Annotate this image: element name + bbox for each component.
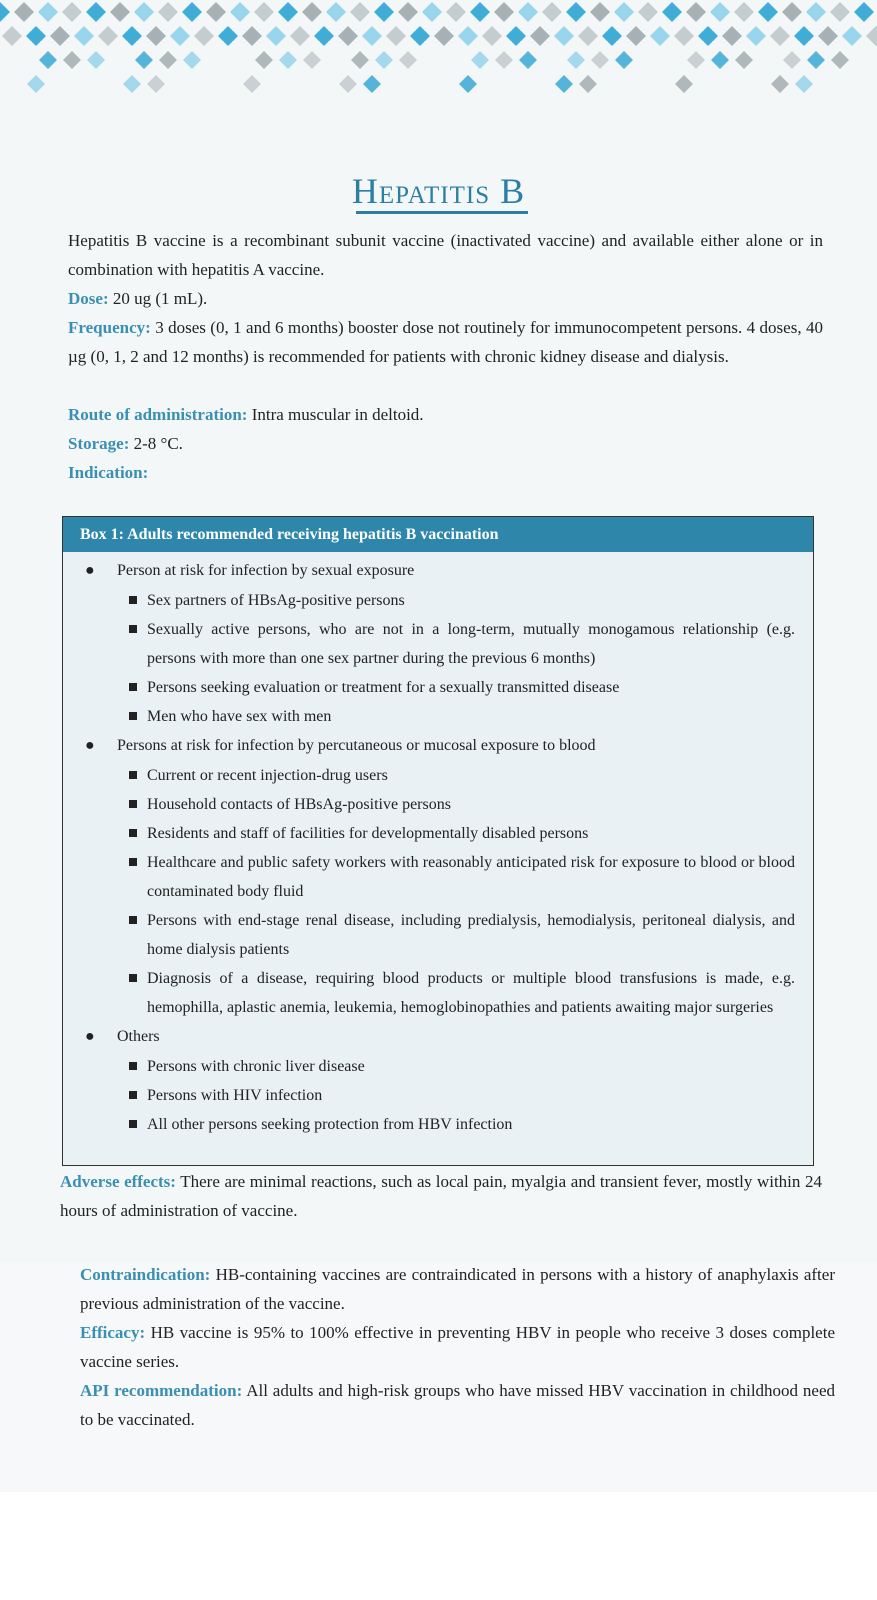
diamond-shape xyxy=(650,26,670,46)
frequency-value: 3 doses (0, 1 and 6 months) booster dose not routinely for immunocompetent persons. 4 doses, 40 µg (0, 1, 2 and 12 months) is recommended for patients with chronic kidney disease and dialysis. xyxy=(68,318,823,366)
dose-line xyxy=(68,284,823,313)
diamond-shape xyxy=(350,2,370,22)
diamond-shape xyxy=(830,2,850,22)
diamond-shape xyxy=(134,2,154,22)
list-item-text: Current or recent injection-drug users xyxy=(147,767,388,784)
efficacy-value: HB vaccine is 95% to 100% effective in preventing HBV in people who receive 3 doses complete vaccine series. xyxy=(80,1323,835,1371)
diamond-shape xyxy=(339,75,357,93)
square-bullet-icon xyxy=(129,1062,137,1070)
square-bullet-icon xyxy=(129,712,137,720)
diamond-shape xyxy=(494,2,514,22)
list-item xyxy=(81,790,795,819)
diamond-shape xyxy=(710,2,730,22)
diamond-shape xyxy=(602,26,622,46)
diamond-shape xyxy=(446,2,466,22)
api-label: API recommendation: xyxy=(80,1381,243,1400)
page-title: Hepatitis B xyxy=(351,171,526,211)
diamond-shape xyxy=(410,26,430,46)
diamond-shape xyxy=(206,2,226,22)
diamond-shape xyxy=(303,51,321,69)
list-item-text: Sex partners of HBsAg-positive persons xyxy=(147,592,405,609)
box-group-heading xyxy=(81,731,795,761)
diamond-shape xyxy=(578,26,598,46)
box-group-heading xyxy=(81,1022,795,1052)
diamond-shape xyxy=(471,51,489,69)
diamond-shape xyxy=(255,51,273,69)
list-item-text: Persons with end-stage renal disease, including predialysis, hemodialysis, peritoneal dialysis, and home dialysis patients xyxy=(147,912,795,958)
square-bullet-icon xyxy=(129,1120,137,1128)
diamond-shape xyxy=(470,2,490,22)
diamond-shape xyxy=(159,51,177,69)
diamond-shape xyxy=(278,2,298,22)
diamond-shape xyxy=(242,26,262,46)
list-item xyxy=(81,1052,795,1081)
diamond-shape xyxy=(39,51,57,69)
diamond-shape xyxy=(591,51,609,69)
list-item xyxy=(81,906,795,964)
diamond-shape xyxy=(854,2,874,22)
diamond-shape xyxy=(26,26,46,46)
diamond-shape xyxy=(842,26,862,46)
list-item xyxy=(81,819,795,848)
adverse-value: There are minimal reactions, such as local pain, myalgia and transient fever, mostly within 24 hours of administration of vaccine. xyxy=(60,1172,822,1220)
list-item xyxy=(81,615,795,673)
square-bullet-icon xyxy=(129,974,137,982)
list-item xyxy=(81,1110,795,1139)
diamond-shape xyxy=(50,26,70,46)
diamond-shape xyxy=(399,51,417,69)
diamond-shape xyxy=(98,26,118,46)
diamond-shape xyxy=(374,2,394,22)
square-bullet-icon xyxy=(129,829,137,837)
diamond-shape xyxy=(758,2,778,22)
box-title: Box 1: Adults recommended receiving hepatitis B vaccination xyxy=(63,517,813,552)
diamond-shape xyxy=(170,26,190,46)
square-bullet-icon xyxy=(129,683,137,691)
diamond-shape xyxy=(122,26,142,46)
indication-line xyxy=(68,458,823,487)
diamond-shape xyxy=(63,51,81,69)
diamond-shape xyxy=(818,26,838,46)
storage-label: Storage: xyxy=(68,434,130,453)
diamond-shape xyxy=(375,51,393,69)
diamond-shape xyxy=(711,51,729,69)
diamond-shape xyxy=(146,26,166,46)
diamond-shape xyxy=(194,26,214,46)
diamond-shape xyxy=(614,2,634,22)
route-label: Route of administration: xyxy=(68,405,248,424)
diamond-shape xyxy=(422,2,442,22)
diamond-shape xyxy=(506,26,526,46)
efficacy-paragraph xyxy=(80,1318,835,1376)
diamond-shape xyxy=(519,51,537,69)
diamond-shape xyxy=(326,2,346,22)
square-bullet-icon xyxy=(129,625,137,633)
diamond-shape xyxy=(831,51,849,69)
route-value: Intra muscular in deltoid. xyxy=(247,405,424,424)
square-bullet-icon xyxy=(129,858,137,866)
diamond-shape xyxy=(675,75,693,93)
diamond-shape xyxy=(495,51,513,69)
diamond-shape xyxy=(147,75,165,93)
adverse-effects-paragraph xyxy=(60,1167,822,1225)
diamond-shape xyxy=(686,2,706,22)
square-bullet-icon xyxy=(129,916,137,924)
diamond-shape xyxy=(243,75,261,93)
list-item xyxy=(81,673,795,702)
diamond-shape xyxy=(386,26,406,46)
diamond-shape xyxy=(458,26,478,46)
diamond-shape xyxy=(482,26,502,46)
diamond-shape xyxy=(794,26,814,46)
list-item xyxy=(81,964,795,1022)
storage-value: 2-8 °C. xyxy=(129,434,183,453)
diamond-shape xyxy=(302,2,322,22)
diamond-shape xyxy=(87,51,105,69)
diamond-shape xyxy=(290,26,310,46)
box-body xyxy=(63,552,813,1139)
efficacy-label: Efficacy: xyxy=(80,1323,146,1342)
diamond-shape xyxy=(615,51,633,69)
route-line xyxy=(68,400,823,429)
list-item-text: Sexually active persons, who are not in a long-term, mutually monogamous relationship (e.g. persons with more than one sex partner during the previous 6 months) xyxy=(147,621,795,667)
diamond-shape xyxy=(266,26,286,46)
diamond-shape xyxy=(86,2,106,22)
square-bullet-icon xyxy=(129,800,137,808)
list-item xyxy=(81,1081,795,1110)
bullet-icon: ● xyxy=(85,1028,95,1045)
list-item xyxy=(81,702,795,731)
contraindication-label: Contraindication: xyxy=(80,1265,211,1284)
diamond-shape xyxy=(74,26,94,46)
contraindication-paragraph xyxy=(80,1260,835,1318)
bullet-icon: ● xyxy=(85,562,95,579)
diamond-shape xyxy=(38,2,58,22)
list-item xyxy=(81,848,795,906)
diamond-shape xyxy=(806,2,826,22)
list-item-text: All other persons seeking protection from HBV infection xyxy=(147,1116,513,1133)
diamond-shape xyxy=(338,26,358,46)
list-item xyxy=(81,761,795,790)
diamond-shape xyxy=(590,2,610,22)
list-item-text: Household contacts of HBsAg-positive persons xyxy=(147,796,451,813)
dose-label: Dose: xyxy=(68,289,109,308)
diamond-shape xyxy=(771,75,789,93)
diamond-shape xyxy=(110,2,130,22)
diamond-shape xyxy=(674,26,694,46)
diamond-shape xyxy=(230,2,250,22)
diamond-shape xyxy=(554,26,574,46)
frequency-label: Frequency: xyxy=(68,318,151,337)
diamond-shape xyxy=(782,2,802,22)
diamond-shape xyxy=(351,51,369,69)
diamond-shape xyxy=(183,51,201,69)
diamond-shape xyxy=(135,51,153,69)
list-item-text: Men who have sex with men xyxy=(147,708,332,725)
list-item-text: Persons with chronic liver disease xyxy=(147,1058,365,1075)
diamond-shape xyxy=(735,51,753,69)
square-bullet-icon xyxy=(129,1091,137,1099)
diamond-shape xyxy=(2,26,22,46)
diamond-shape xyxy=(722,26,742,46)
dose-value: 20 ug (1 mL). xyxy=(108,289,208,308)
diamond-shape xyxy=(14,2,34,22)
contraindication-value: HB-containing vaccines are contraindicated in persons with a history of anaphylaxis after previous administration of the vaccine. xyxy=(80,1265,835,1313)
diamond-shape xyxy=(770,26,790,46)
diamond-shape xyxy=(434,26,454,46)
diamond-shape xyxy=(734,2,754,22)
diamond-shape xyxy=(698,26,718,46)
diamond-shape xyxy=(459,75,477,93)
diamond-shape xyxy=(279,51,297,69)
diamond-shape xyxy=(795,75,813,93)
group-heading-text: Person at risk for infection by sexual exposure xyxy=(117,562,415,579)
api-value: All adults and high-risk groups who have missed HBV vaccination in childhood need to be vaccinated. xyxy=(80,1381,836,1429)
diamond-shape xyxy=(567,51,585,69)
diamond-shape xyxy=(518,2,538,22)
diamond-shape xyxy=(687,51,705,69)
diamond-shape xyxy=(123,75,141,93)
diamond-shape xyxy=(542,2,562,22)
storage-line xyxy=(68,429,823,458)
square-bullet-icon xyxy=(129,771,137,779)
box-recommendations xyxy=(62,516,814,1166)
bullet-icon: ● xyxy=(85,737,95,754)
diamond-shape xyxy=(398,2,418,22)
diamond-shape xyxy=(807,51,825,69)
list-item xyxy=(81,586,795,615)
diamond-shape xyxy=(746,26,766,46)
indication-label: Indication: xyxy=(68,463,149,482)
diamond-shape xyxy=(530,26,550,46)
square-bullet-icon xyxy=(129,596,137,604)
diamond-shape xyxy=(182,2,202,22)
title-underline xyxy=(356,211,528,214)
list-item-text: Persons seeking evaluation or treatment for a sexually transmitted disease xyxy=(147,679,620,696)
list-item-text: Residents and staff of facilities for developmentally disabled persons xyxy=(147,825,589,842)
list-item-text: Diagnosis of a disease, requiring blood products or multiple blood transfusions is made, e.g. hemophilla, aplastic anemia, leukemia, hemoglobinopathies and patients awaiting major surgeries xyxy=(147,970,795,1016)
diamond-shape xyxy=(626,26,646,46)
group-heading-text: Persons at risk for infection by percutaneous or mucosal exposure to blood xyxy=(117,737,596,754)
list-item-text: Persons with HIV infection xyxy=(147,1087,323,1104)
group-heading-text: Others xyxy=(117,1028,160,1045)
diamond-shape xyxy=(62,2,82,22)
diamond-shape xyxy=(254,2,274,22)
list-item-text: Healthcare and public safety workers with reasonably anticipated risk for exposure to blood or blood contaminated body fluid xyxy=(147,854,795,900)
diamond-pattern-decoration xyxy=(0,0,877,110)
diamond-shape xyxy=(866,26,877,46)
diamond-shape xyxy=(314,26,334,46)
diamond-shape xyxy=(27,75,45,93)
diamond-shape xyxy=(783,51,801,69)
intro-paragraph: Hepatitis B vaccine is a recombinant subunit vaccine (inactivated vaccine) and available either alone or in combination with hepatitis A vaccine. xyxy=(68,231,823,279)
diamond-shape xyxy=(218,26,238,46)
diamond-shape xyxy=(579,75,597,93)
diamond-shape xyxy=(362,26,382,46)
diamond-shape xyxy=(158,2,178,22)
diamond-shape xyxy=(662,2,682,22)
frequency-line xyxy=(68,313,823,371)
diamond-shape xyxy=(566,2,586,22)
box-group-heading xyxy=(81,556,795,586)
diamond-shape xyxy=(555,75,573,93)
api-recommendation-paragraph xyxy=(80,1376,835,1434)
adverse-label: Adverse effects: xyxy=(60,1172,176,1191)
diamond-shape xyxy=(638,2,658,22)
diamond-shape xyxy=(0,2,10,22)
diamond-shape xyxy=(363,75,381,93)
